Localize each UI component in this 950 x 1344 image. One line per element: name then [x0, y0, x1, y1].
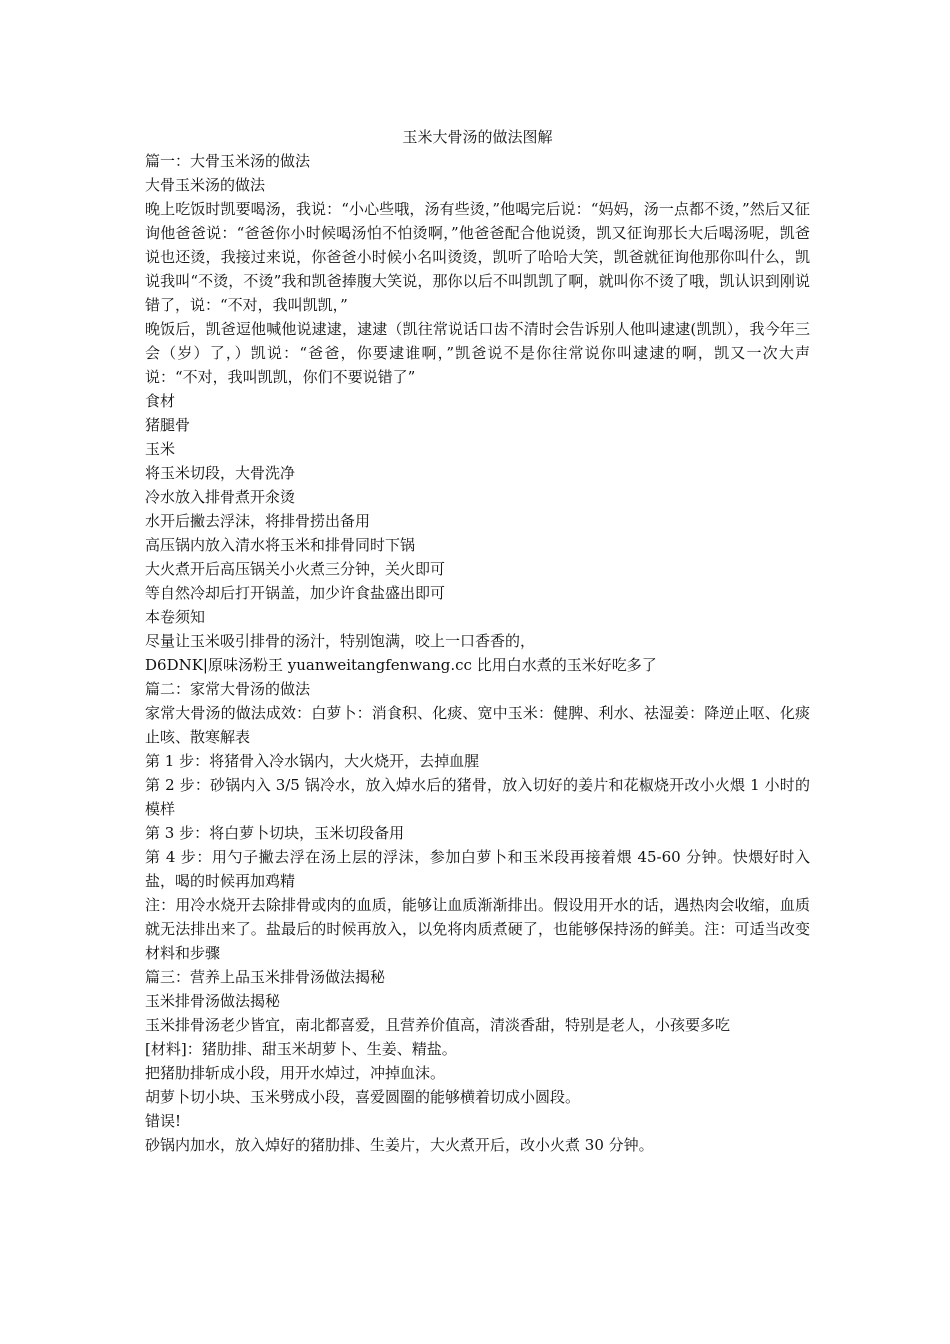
- paragraph: 晚上吃饭时凯要喝汤，我说：“小心些哦，汤有些烫，”他喝完后说：“妈妈，汤一点都不烫，”然后又征询他爸爸说：“爸爸你小时候喝汤怕不怕烫啊，”他爸爸配合他说烫，凯又征询那长大后喝汤呢，凯爸说也还烫，我接过来说，你爸爸小时候小名叫烫烫，凯听了哈哈大笑，凯爸就征询他那你叫什么，凯说我叫“不烫，不烫”我和凯爸捧腹大笑说，那你以后不叫凯凯了啊，就叫你不烫了哦，凯认识到刚说错了，说：“不对，我叫凯凯，”: [145, 200, 810, 314]
- paragraph: 家常大骨汤的做法成效：白萝卜：消食积、化痰、宽中玉米：健脾、利水、祛湿姜：降逆止呕、化痰止咳、散寒解表: [145, 704, 810, 746]
- paragraph: 尽量让玉米吸引排骨的汤汁，特别饱满，咬上一口香香的，: [145, 632, 536, 650]
- section-heading-1: 篇一：大骨玉米汤的做法: [145, 152, 311, 170]
- paragraph: 把猪肋排斩成小段，用开水焯过，冲掉血沫。: [145, 1064, 446, 1082]
- paragraph: 冷水放入排骨煮开氽烫: [145, 488, 296, 506]
- paragraph: 第 3 步：将白萝卜切块，玉米切段备用: [145, 824, 405, 842]
- paragraph: 高压锅内放入清水将玉米和排骨同时下锅: [145, 536, 416, 554]
- paragraph: 大火煮开后高压锅关小火煮三分钟，关火即可: [145, 560, 446, 578]
- section-heading-2: 篇二：家常大骨汤的做法: [145, 680, 311, 698]
- section-heading-3: 篇三：营养上品玉米排骨汤做法揭秘: [145, 968, 386, 986]
- paragraph: 大骨玉米汤的做法: [145, 176, 266, 194]
- paragraph: 第 1 步：将猪骨入冷水锅内，大火烧开，去掉血腥: [145, 752, 480, 770]
- paragraph: 胡萝卜切小块、玉米劈成小段，喜爱圆圈的能够横着切成小圆段。: [145, 1088, 581, 1106]
- paragraph: 砂锅内加水，放入焯好的猪肋排、生姜片，大火煮开后，改小火煮 30 分钟。: [145, 1136, 654, 1154]
- paragraph: 水开后撇去浮沫，将排骨捞出备用: [145, 512, 371, 530]
- paragraph: 错误!: [145, 1112, 182, 1130]
- paragraph: 玉米排骨汤老少皆宜，南北都喜爱，且营养价值高，清淡香甜，特别是老人，小孩要多吃: [145, 1016, 731, 1034]
- paragraph: 第 2 步：砂锅内入 3/5 锅冷水，放入焯水后的猪骨，放入切好的姜片和花椒烧开改小火煨 1 小时的模样: [145, 776, 810, 818]
- paragraph: 注：用冷水烧开去除排骨或肉的血质，能够让血质渐渐排出。假设用开水的话，遇热肉会收缩，血质就无法排出来了。盐最后的时候再放入，以免将肉质煮硬了，也能够保持汤的鲜美。注：可适当改变材料和步骤: [145, 896, 810, 962]
- paragraph: 第 4 步：用勺子撇去浮在汤上层的浮沫，参加白萝卜和玉米段再接着煨 45-60 分钟。快煨好时入盐，喝的时候再加鸡精: [145, 848, 810, 890]
- document-page: [145, 125, 810, 1157]
- paragraph: 将玉米切段，大骨洗净: [145, 464, 296, 482]
- paragraph: 猪腿骨: [145, 416, 191, 434]
- paragraph: [材料]：猪肋排、甜玉米胡萝卜、生姜、精盐。: [145, 1040, 457, 1058]
- paragraph: 本卷须知: [145, 608, 206, 626]
- paragraph: 玉米排骨汤做法揭秘: [145, 992, 281, 1010]
- paragraph: 食材: [145, 392, 176, 410]
- paragraph: 等自然冷却后打开锅盖，加少许食盐盛出即可: [145, 584, 446, 602]
- document-title: 玉米大骨汤的做法图解: [402, 128, 553, 146]
- paragraph: D6DNK|原味汤粉王 yuanweitangfenwang.cc 比用白水煮的玉米好吃多了: [145, 656, 657, 674]
- paragraph: 晚饭后，凯爸逗他喊他说逮逮，逮逮（凯往常说话口齿不清时会告诉别人他叫逮逮(凯凯），我今年三会（岁）了，）凯说：“爸爸，你要逮谁啊，”凯爸说不是你往常说你叫逮逮的啊，凯又一次大声说：“不对，我叫凯凯，你们不要说错了”: [145, 320, 810, 386]
- paragraph: 玉米: [145, 440, 176, 458]
